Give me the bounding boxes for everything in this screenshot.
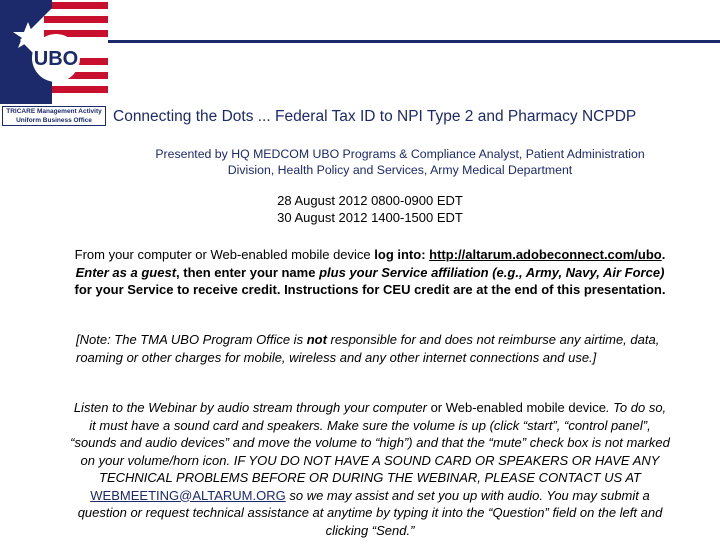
webinar-part2: or Web-enabled mobile device bbox=[430, 400, 606, 415]
session-date-2: 30 August 2012 1400-1500 EDT bbox=[277, 210, 463, 225]
session-dates bbox=[220, 192, 520, 226]
login-log-into: log into: bbox=[374, 247, 426, 262]
logo-caption-line1: TRICARE Management Activity bbox=[6, 108, 102, 115]
login-url-link[interactable]: http://altarum.adobeconnect.com/ubo bbox=[429, 247, 662, 262]
logo-caption-line2: Uniform Business Office bbox=[16, 117, 92, 124]
login-intro: From your computer or Web-enabled mobile device bbox=[74, 247, 375, 262]
logo-text: UBO bbox=[33, 48, 79, 70]
session-date-1: 28 August 2012 0800-0900 EDT bbox=[277, 193, 463, 208]
header-rule bbox=[108, 40, 720, 43]
login-then: , then enter your name bbox=[176, 264, 320, 280]
webinar-audio-instructions bbox=[70, 399, 670, 539]
disclaimer-note bbox=[76, 331, 666, 366]
note-not: not bbox=[306, 332, 327, 347]
logo-caption bbox=[2, 106, 106, 126]
webinar-part4: so we may assist and set you up with audio bbox=[285, 487, 540, 503]
webinar-part3: . To do so, it must have a sound card and speakers. Make sure the volume is up (click “start”, “control panel”, “sounds and audio devices” and move the volume to “high”) and that the “mute” check box is not marked on your volume/horn icon. IF YOU DO NOT HAVE A SOUND CARD OR SPEAKERS OR HAVE ANY TECHNICAL PROBLEMS BEFORE OR DURING THE WEBINAR, PLEASE CONTACT US AT bbox=[70, 400, 670, 485]
login-plus: plus your Service affiliation (e.g., Army, Navy, Air Force) bbox=[319, 264, 665, 280]
presented-by-line2: Division, Health Policy and Services, Army Medical Department bbox=[227, 163, 573, 177]
presented-by-line1: Presented by HQ MEDCOM UBO Programs & Compliance Analyst, Patient Administration bbox=[155, 147, 645, 161]
login-period: . bbox=[661, 247, 666, 262]
slide-title: Connecting the Dots ... Federal Tax ID to NPI Type 2 and Pharmacy NCPDP bbox=[113, 108, 637, 125]
login-receive: for your Service to receive credit. Instructions for CEU credit are at the end of this presentation. bbox=[74, 282, 666, 297]
webinar-part1: Listen to the Webinar by audio stream through your computer bbox=[73, 400, 431, 415]
presented-by bbox=[120, 146, 680, 178]
login-instructions bbox=[70, 246, 670, 299]
contact-email-link[interactable]: WEBMEETING@ALTARUM.ORG bbox=[90, 487, 286, 503]
webinar-part5: . You may submit a question or request technical assistance at anytime by typing it into the “Question” field on the left and clicking “Send.” bbox=[77, 487, 663, 538]
note-start: [Note: The TMA UBO Program Office is bbox=[76, 332, 307, 347]
login-guest: Enter as a guest bbox=[75, 264, 177, 280]
note-end: responsible for and does not reimburse any airtime, data, roaming or other charges for mobile, wireless and any other internet connections and use.] bbox=[76, 332, 660, 365]
